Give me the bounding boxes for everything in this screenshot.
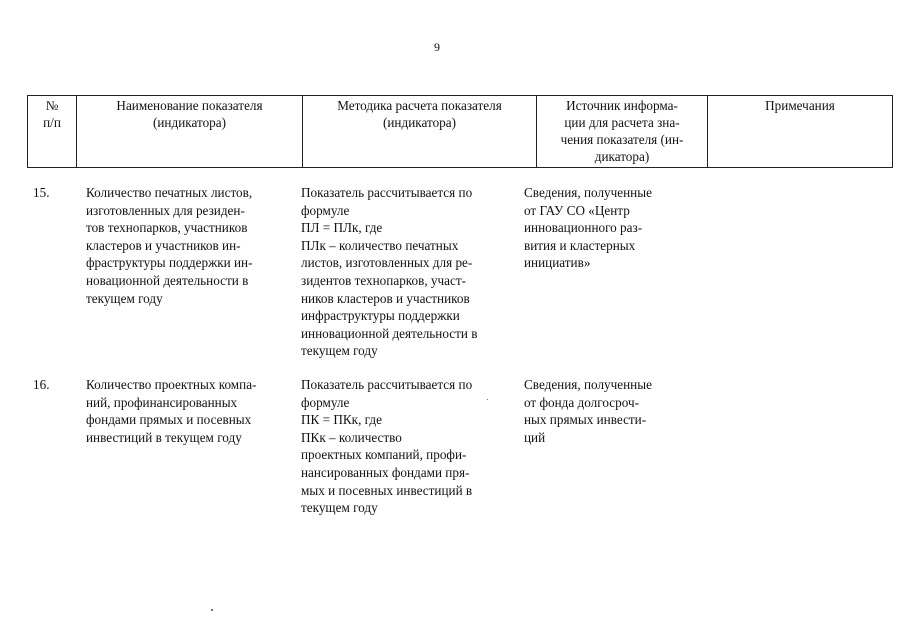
header-method: Методика расчета показателя (индикатора) xyxy=(303,96,537,168)
information-source: Сведения, полученные от ГАУ СО «Центр инновационного раз- вития и кластерных инициатив» xyxy=(524,185,652,271)
calculation-method: Показатель рассчитывается по формуле ПК = ПКк, где ПКк – количество проектных компаний, профи- нансированных фондами пря- мых и посевных инвестиций в текущем году xyxy=(301,377,473,516)
information-source: Сведения, полученные от фонда долгосроч- ных прямых инвести- ций xyxy=(524,377,652,445)
table-header xyxy=(27,95,893,168)
row-number: 15. xyxy=(33,185,50,200)
header-name: Наименование показателя (индикатора) xyxy=(77,96,303,168)
header-row xyxy=(28,96,893,168)
indicator-name: Количество печатных листов, изготовленных для резиден- тов технопарков, участников кластеров и участников ин- фраструктуры поддержки ин- новационной деятельности в текущем году xyxy=(86,185,253,306)
page-number: 9 xyxy=(434,40,440,54)
scan-speck xyxy=(487,399,488,400)
calculation-method: Показатель рассчитывается по формуле ПЛ = ПЛк, где ПЛк – количество печатных листов, изготовленных для ре- зидентов технопарков, участ- ников кластеров и участников инфраструктуры поддержки инновационной деятельности в текущем году xyxy=(301,185,478,359)
indicator-name: Количество проектных компа- ний, профинансированных фондами прямых и посевных инвестиций в текущем году xyxy=(86,377,257,445)
header-note: Примечания xyxy=(708,96,893,168)
header-source: Источник информа- ции для расчета зна- чения показателя (ин- дикатора) xyxy=(537,96,708,168)
row-number: 16. xyxy=(33,377,50,392)
header-num: № п/п xyxy=(28,96,77,168)
scan-speck xyxy=(211,609,213,611)
